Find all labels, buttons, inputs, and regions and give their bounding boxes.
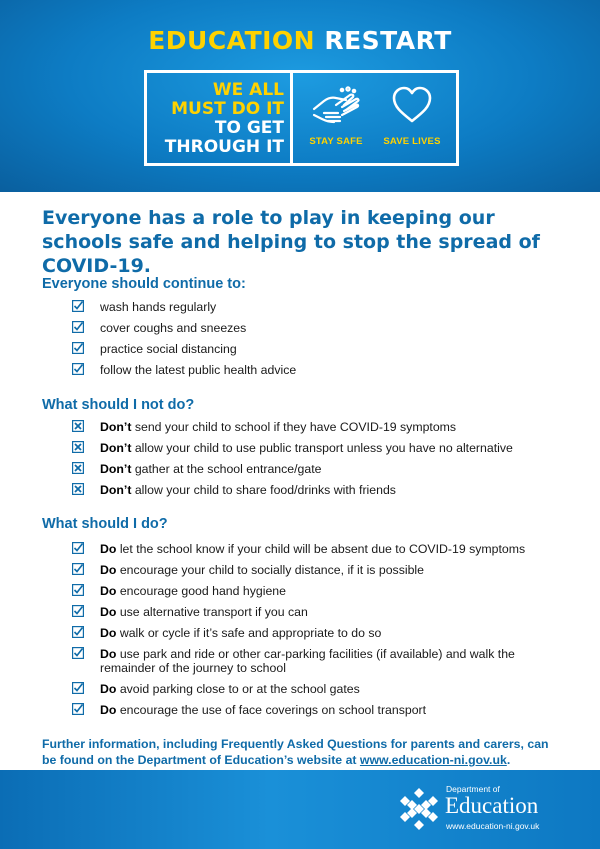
checkbox-checked-icon (72, 605, 84, 617)
checkbox-checked-icon (72, 363, 84, 375)
list-item (72, 584, 572, 598)
logo-department-of: Department of (446, 784, 500, 794)
list-item (72, 682, 572, 696)
checkbox-checked-icon (72, 563, 84, 575)
slogan-text (147, 73, 293, 163)
item-bold: Don’t (100, 420, 132, 434)
further-info (42, 736, 562, 768)
checkbox-crossed-icon (72, 441, 84, 453)
snowflake-logo-icon (398, 786, 440, 832)
item-text: wash hands regularly (100, 300, 217, 314)
logo-url: www.education-ni.gov.uk (446, 821, 540, 831)
list-item (72, 342, 572, 356)
item-bold: Do (100, 542, 117, 556)
list-item (72, 703, 572, 717)
item-text: use alternative transport if you can (116, 605, 308, 619)
item-text: allow your child to use public transport unless you have no alternative (131, 441, 513, 455)
slogan-line-4: THROUGH IT (164, 137, 284, 157)
dont-list (72, 420, 572, 504)
checkbox-crossed-icon (72, 462, 84, 474)
header-banner (0, 0, 600, 192)
logo-education: Education (445, 793, 539, 818)
checkbox-crossed-icon (72, 420, 84, 432)
list-item (72, 647, 572, 675)
title-restart: RESTART (324, 26, 452, 55)
item-text: encourage the use of face coverings on school transport (116, 703, 427, 717)
checkbox-checked-icon (72, 300, 84, 312)
item-text: use park and ride or other car-parking facilities (if available) and walk the remainder of the journey to school (100, 647, 515, 675)
footer-band (0, 770, 600, 849)
page-title (0, 26, 600, 55)
list-item (72, 420, 572, 434)
item-text: gather at the school entrance/gate (131, 462, 322, 476)
checkbox-checked-icon (72, 626, 84, 638)
list-item (72, 321, 572, 335)
slogan-icons (293, 73, 456, 163)
further-info-text: Further information, including Frequently Asked Questions for parents and carers, can be found on the Department of Education’s website at (42, 737, 549, 767)
heart-icon (390, 85, 434, 125)
department-logo (398, 784, 558, 840)
save-lives-label: SAVE LIVES (383, 136, 441, 147)
item-bold: Don’t (100, 462, 132, 476)
section-heading-continue: Everyone should continue to: (42, 276, 246, 292)
item-bold: Do (100, 626, 117, 640)
do-list (72, 542, 572, 724)
item-bold: Do (100, 682, 117, 696)
list-item (72, 542, 572, 556)
checkbox-checked-icon (72, 542, 84, 554)
stay-safe-label: STAY SAFE (309, 136, 363, 147)
item-text: let the school know if your child will be absent due to COVID-19 symptoms (116, 542, 526, 556)
list-item (72, 626, 572, 640)
item-text: encourage good hand hygiene (116, 584, 286, 598)
item-text: send your child to school if they have COVID-19 symptoms (131, 420, 457, 434)
stay-safe-item (301, 85, 371, 147)
slogan-line-1: WE ALL (212, 80, 284, 100)
item-text: avoid parking close to or at the school gates (116, 682, 360, 696)
checkbox-crossed-icon (72, 483, 84, 495)
item-bold: Do (100, 703, 117, 717)
list-item (72, 605, 572, 619)
checkbox-checked-icon (72, 703, 84, 715)
list-item (72, 462, 572, 476)
item-text: encourage your child to socially distance, if it is possible (116, 563, 424, 577)
slogan-line-3: TO GET (214, 118, 284, 138)
item-bold: Do (100, 584, 117, 598)
list-item (72, 300, 572, 314)
checkbox-checked-icon (72, 584, 84, 596)
section-heading-dont: What should I not do? (42, 397, 195, 413)
item-bold: Don’t (100, 483, 132, 497)
item-text: follow the latest public health advice (100, 363, 297, 377)
checkbox-checked-icon (72, 682, 84, 694)
item-text: cover coughs and sneezes (100, 321, 247, 335)
item-text: practice social distancing (100, 342, 237, 356)
item-text: allow your child to share food/drinks with friends (131, 483, 396, 497)
save-lives-item (377, 85, 447, 147)
slogan-box (144, 70, 459, 166)
item-bold: Don’t (100, 441, 132, 455)
list-item (72, 483, 572, 497)
website-link[interactable]: www.education-ni.gov.uk (359, 753, 507, 767)
list-item (72, 441, 572, 455)
checkbox-checked-icon (72, 647, 84, 659)
item-bold: Do (100, 605, 117, 619)
item-bold: Do (100, 563, 117, 577)
item-text: walk or cycle if it’s safe and appropriate to do so (116, 626, 382, 640)
checkbox-checked-icon (72, 342, 84, 354)
intro-statement: Everyone has a role to play in keeping our schools safe and helping to stop the spread of COVID-19. (42, 207, 540, 277)
item-bold: Do (100, 647, 117, 661)
slogan-line-2: MUST DO IT (171, 99, 284, 119)
section-heading-do: What should I do? (42, 516, 168, 532)
checkbox-checked-icon (72, 321, 84, 333)
list-item (72, 363, 572, 377)
list-item (72, 563, 572, 577)
further-info-end: . (506, 753, 511, 767)
title-education: EDUCATION (148, 26, 316, 55)
continue-list (72, 300, 572, 384)
hands-washing-icon (310, 85, 362, 125)
